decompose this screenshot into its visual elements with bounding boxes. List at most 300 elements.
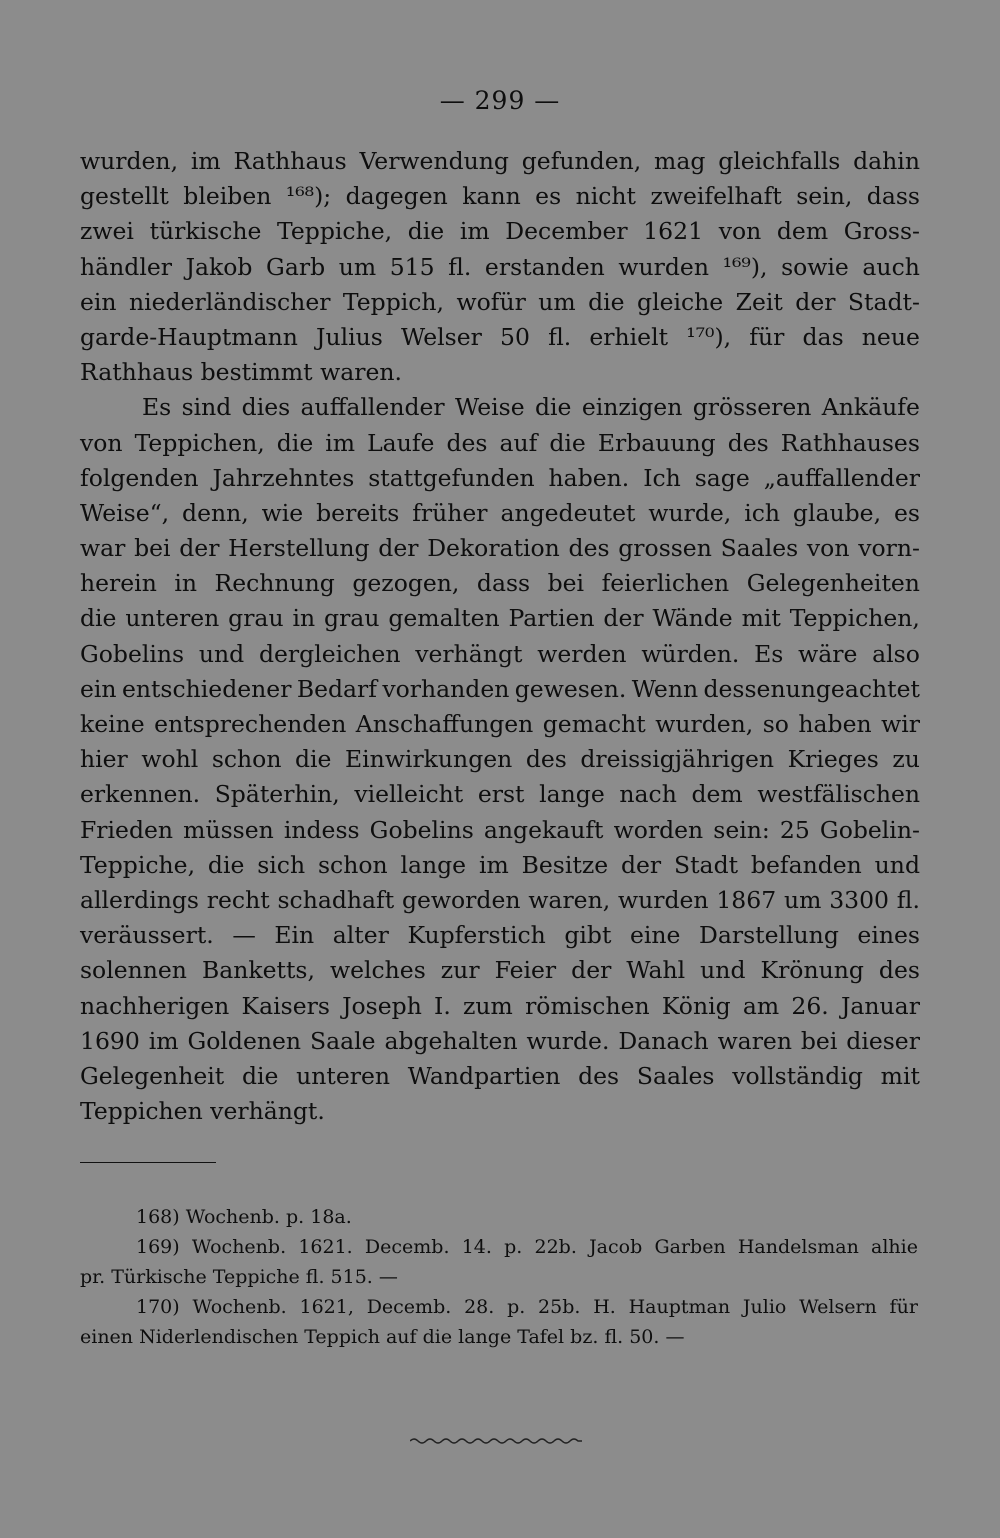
word: Frieden [80, 815, 174, 844]
word: Ich [643, 463, 681, 492]
word: zu [892, 745, 920, 774]
word: also [872, 639, 920, 668]
word: Weise [455, 393, 525, 422]
word: niederländischer [129, 287, 331, 316]
word: schon [317, 850, 388, 879]
word: würden. [641, 639, 740, 668]
word: Einwirkungen [345, 745, 513, 774]
word: Partien [508, 604, 595, 633]
word: römischen [525, 991, 650, 1020]
word: Gelegenheit [80, 1061, 225, 1090]
word: 50 [500, 322, 530, 351]
word: angedeutet [500, 498, 636, 527]
word: der [571, 956, 612, 985]
footnote-word: Teppich [304, 1326, 386, 1348]
footnote-word: — [665, 1326, 685, 1348]
footnote-word: Garben [654, 1236, 726, 1258]
word: es [535, 182, 562, 211]
word: gleichfalls [718, 147, 841, 175]
footnote-word: auf [385, 1326, 423, 1348]
word: Saales [636, 1061, 715, 1090]
word: im [459, 217, 490, 246]
word: glaube, [792, 498, 882, 527]
word: der [179, 534, 220, 563]
text-line [80, 355, 920, 390]
word: ¹⁶⁸); [285, 182, 332, 211]
word: die [241, 1061, 279, 1090]
word: Wandpartien [407, 1061, 561, 1090]
word: welches [329, 956, 426, 985]
word: bei [134, 534, 171, 563]
word: fl. [448, 252, 472, 281]
word: verhängt. [210, 1097, 325, 1126]
word: Krönung [760, 956, 864, 985]
footnote-line [80, 1322, 918, 1352]
word: erhielt [589, 322, 669, 351]
word: auch [862, 252, 920, 281]
word: garde-Hauptmann [80, 322, 298, 351]
word: dahin [853, 147, 920, 175]
footnote-word: Welsern [799, 1296, 877, 1318]
word: im [325, 428, 356, 457]
word: Es [142, 393, 172, 422]
word: Verwendung [359, 147, 509, 175]
word: Jakob [185, 252, 253, 281]
word: Besitze [521, 850, 609, 879]
footnote-word: die [422, 1326, 459, 1348]
footnote-line [80, 1232, 918, 1262]
word: gemacht [542, 710, 646, 738]
word: Anschaffungen [355, 710, 534, 738]
word: gemalten [388, 604, 500, 633]
text-line [80, 214, 920, 249]
word: schon [211, 745, 282, 774]
word: fl. [548, 322, 572, 351]
text-line [80, 179, 920, 214]
word: Banketts, [201, 956, 315, 985]
word: in [174, 569, 197, 598]
word: des [446, 428, 488, 457]
word: um [783, 885, 822, 914]
text-line [80, 1094, 920, 1129]
word: Teppichen, [789, 604, 920, 633]
word: stattgefunden [368, 463, 535, 492]
word: grösseren [692, 393, 812, 422]
footnote-word: Handelsman [737, 1236, 859, 1258]
word: des [878, 956, 920, 985]
word: Goldenen [187, 1026, 302, 1055]
word: wurden, [80, 147, 179, 175]
footnote-word: 515. [330, 1266, 379, 1288]
footnote-word: für [889, 1296, 918, 1318]
word: sein, [796, 182, 853, 211]
word: bleiben [183, 182, 272, 211]
word: die [80, 604, 117, 633]
word: des [525, 745, 567, 774]
word: geworden [401, 885, 521, 914]
text-line [80, 531, 920, 566]
word: Garb [266, 252, 326, 281]
word: kann [462, 182, 521, 211]
word: dies [241, 393, 291, 422]
word: der [603, 604, 644, 633]
word: Wahl [626, 956, 686, 985]
word: gleiche [637, 287, 724, 316]
word: Laufe [367, 428, 435, 457]
word: 515 [389, 252, 435, 281]
word: Zeit [735, 287, 783, 316]
word: Dekoration [427, 534, 560, 563]
text-line [80, 601, 920, 636]
word: Späterhin, [214, 780, 340, 809]
word: Es [754, 639, 784, 668]
word: dreissigjährigen [580, 745, 775, 774]
word: Kaisers [241, 991, 330, 1020]
word: um [338, 252, 377, 281]
footnote-word: Jacob [589, 1236, 643, 1258]
word: wurde. [526, 1026, 610, 1055]
word: bei [800, 1026, 838, 1055]
word: Teppichen [80, 1097, 211, 1126]
footnote-line [80, 1262, 918, 1292]
word: worden [613, 815, 704, 844]
word: Herstellung [228, 534, 370, 563]
footnote-word: 22b. [534, 1236, 577, 1258]
word: es [893, 498, 920, 527]
text-line [80, 672, 920, 707]
word: auffallender [300, 393, 445, 422]
word: fl. [896, 885, 920, 914]
word: werden [537, 639, 627, 668]
text-line [80, 144, 920, 179]
footnote-word: Wochenb. [191, 1236, 287, 1258]
word: Rathhaus [80, 358, 201, 387]
footnote-word: 170) [136, 1296, 180, 1318]
word: müssen [183, 815, 274, 844]
footnote-word: Niderlendischen [139, 1326, 305, 1348]
word: sind [181, 393, 232, 422]
word: das [802, 322, 844, 351]
text-line [80, 320, 920, 355]
word: war [80, 534, 126, 563]
text-line [80, 742, 920, 777]
word: für [749, 322, 785, 351]
word: Feier [494, 956, 557, 985]
word: im [478, 850, 509, 879]
footnote-word: 168) [136, 1206, 186, 1228]
word: Welser [400, 322, 482, 351]
word: die [295, 745, 332, 774]
footnote-word: H. [593, 1296, 616, 1318]
word: Teppichen, [134, 428, 265, 457]
word: wäre [798, 639, 858, 668]
word: von [806, 534, 850, 563]
footnote-word: alhie [871, 1236, 918, 1258]
footnote-word: p. [507, 1296, 526, 1318]
word: wurden, [655, 710, 754, 738]
word: und [198, 639, 245, 668]
text-line [80, 637, 920, 672]
footnote-word: 18a. [310, 1206, 352, 1228]
word: gibt [564, 921, 612, 950]
word: 3300 [829, 885, 889, 914]
word: grau [228, 604, 284, 633]
word: gestellt [80, 182, 169, 211]
text-line [80, 953, 920, 988]
word: Gross- [843, 217, 920, 246]
word: abgehalten [384, 1026, 518, 1055]
word: erkennen. [80, 780, 201, 809]
word: wofür [456, 287, 526, 316]
word: der [795, 287, 836, 316]
word: nach [619, 780, 677, 809]
text-line [80, 1024, 920, 1059]
word: allerdings [80, 885, 199, 914]
word: schadhaft [277, 885, 395, 914]
word: grossen [618, 534, 712, 563]
word: wir [881, 710, 920, 738]
text-line [80, 250, 920, 285]
word: auf [499, 428, 538, 457]
word: wohl [141, 745, 199, 774]
word: 1867 [716, 885, 777, 914]
word: gefunden, [521, 147, 642, 175]
word: 25 [779, 815, 810, 844]
word: hier [80, 745, 128, 774]
word: die [407, 217, 445, 246]
footnote-word: lange [458, 1326, 518, 1348]
footnote-word: p. [504, 1236, 523, 1258]
word: neue [861, 322, 920, 351]
text-line [80, 285, 920, 320]
word: indess [283, 815, 360, 844]
word: „auffallender [763, 463, 920, 492]
footnote-word: fl. [305, 1266, 331, 1288]
word: wurden [618, 252, 709, 281]
word: gewesen. [514, 674, 627, 703]
word: wie [261, 498, 304, 527]
word: December [505, 217, 628, 246]
word: vollständig [732, 1061, 863, 1090]
footnote-word: Teppiche [212, 1266, 306, 1288]
text-line [80, 883, 920, 918]
text-line [80, 707, 920, 742]
footnote-word: 14. [461, 1236, 492, 1258]
text-line [80, 426, 920, 461]
text-line [80, 777, 920, 812]
text-line [80, 918, 920, 953]
word: entschiedener [121, 674, 292, 703]
footnote-word: Hauptman [628, 1296, 731, 1318]
word: zur [440, 956, 480, 985]
word: eines [857, 921, 920, 950]
word: dass [476, 569, 531, 598]
word: recht [206, 885, 270, 914]
word: — [232, 921, 256, 950]
word: Weise“, [80, 498, 170, 527]
word: ¹⁷⁰), [686, 322, 732, 351]
word: mit [741, 604, 781, 633]
word: Julius [316, 322, 383, 351]
word: vorhanden [382, 674, 510, 703]
word: unteren [296, 1061, 391, 1090]
word: erst [477, 780, 525, 809]
body-text [80, 144, 920, 1129]
word: in [292, 604, 316, 633]
word: verhängt [415, 639, 523, 668]
word: dieser [846, 1026, 920, 1055]
word: Erbauung [597, 428, 716, 457]
word: Teppiche, [80, 850, 196, 879]
word: keine [80, 710, 145, 738]
word: und [700, 956, 746, 985]
footnote-word: Wochenb. [192, 1296, 287, 1318]
word: vorn- [858, 534, 920, 563]
word: dergleichen [258, 639, 401, 668]
word: händler [80, 252, 172, 281]
word: Wenn [631, 674, 699, 703]
word: und [874, 850, 920, 879]
word: zwei [80, 217, 134, 246]
footnote-word: 169) [136, 1236, 180, 1258]
text-line [80, 461, 920, 496]
footnote-word: 1621, [299, 1296, 354, 1318]
word: Jahrzehntes [212, 463, 355, 492]
word: dem [691, 780, 743, 809]
page-number: — 299 — [439, 86, 561, 115]
word: Saale [309, 1026, 376, 1055]
word: der [620, 850, 662, 879]
footnotes [80, 1202, 918, 1352]
word: Teppiche, [277, 217, 393, 246]
word: befanden [750, 850, 862, 879]
word: Saales [720, 534, 799, 563]
word: Kupferstich [407, 921, 546, 950]
word: bereits [316, 498, 400, 527]
word: mag [654, 147, 706, 175]
word: 1621 [643, 217, 704, 246]
word: feierlichen [601, 569, 730, 598]
word: König [661, 991, 731, 1020]
word: waren, [528, 885, 611, 914]
word: Darstellung [699, 921, 839, 950]
text-line [80, 813, 920, 848]
text-line [80, 989, 920, 1024]
text-line [80, 848, 920, 883]
footnote-word: 28. [464, 1296, 495, 1318]
word: sage [694, 463, 750, 492]
word: 1690 [80, 1026, 140, 1055]
word: zweifelhaft [650, 182, 782, 211]
footnote-word: fl. [604, 1326, 630, 1348]
word: die [588, 287, 625, 316]
word: erstanden [484, 252, 605, 281]
footnote-divider [80, 1162, 216, 1163]
word: Ein [274, 921, 315, 950]
word: der [378, 534, 419, 563]
word: veräussert. [80, 921, 214, 950]
word: wurden [617, 885, 709, 914]
word: wurde, [648, 498, 732, 527]
word: Stadt [674, 850, 739, 879]
footnote-line [80, 1202, 918, 1232]
footnote-word: Decemb. [366, 1296, 452, 1318]
word: herein [80, 569, 157, 598]
word: alter [332, 921, 389, 950]
word: Rathhaus [233, 147, 347, 175]
footnote-word: pr. [80, 1266, 112, 1288]
footnote-word: 1621. [298, 1236, 353, 1258]
footnote-word: 25b. [538, 1296, 581, 1318]
word: des [578, 1061, 620, 1090]
word: am [742, 991, 780, 1020]
word: von [718, 217, 762, 246]
word: dessenungeachtet [703, 674, 920, 703]
word: Joseph [342, 991, 422, 1020]
word: 26. [791, 991, 829, 1020]
word: zum [463, 991, 513, 1020]
word: ich [744, 498, 780, 527]
word: ¹⁶⁹), [722, 252, 768, 281]
word: im [148, 1026, 179, 1055]
word: lange [400, 850, 467, 879]
word: dass [866, 182, 920, 211]
word: grau [324, 604, 380, 633]
text-line [80, 1059, 920, 1094]
word: Rathhauses [780, 428, 920, 457]
footnote-line [80, 1292, 918, 1322]
word: früher [412, 498, 488, 527]
word: Danach [618, 1026, 709, 1055]
footnote-word: 50. [629, 1326, 666, 1348]
word: sein: [713, 815, 770, 844]
word: westfälischen [757, 780, 920, 809]
footnote-word: Julio [742, 1296, 787, 1318]
word: waren. [320, 358, 402, 387]
word: nachherigen [80, 991, 230, 1020]
word: Januar [840, 991, 920, 1020]
text-line [80, 566, 920, 601]
word: die [549, 428, 586, 457]
word: so [762, 710, 789, 738]
word: ein [80, 287, 117, 316]
word: lange [539, 780, 605, 809]
word: bestimmt [200, 358, 321, 387]
word: eine [629, 921, 681, 950]
word: ein [80, 674, 117, 703]
word: bei [547, 569, 585, 598]
word: Gelegenheiten [746, 569, 920, 598]
word: die [535, 393, 572, 422]
word: Gobelin- [819, 815, 920, 844]
word: Wände [652, 604, 733, 633]
footnote-word: — [378, 1266, 398, 1288]
word: Stadt- [847, 287, 920, 316]
word: sowie [781, 252, 849, 281]
footnote-word: Decemb. [364, 1236, 450, 1258]
word: nicht [575, 182, 636, 211]
word: Ankäufe [821, 393, 920, 422]
word: solennen [80, 956, 187, 985]
word: Rechnung [214, 569, 335, 598]
word: gezogen, [352, 569, 460, 598]
word: dem [776, 217, 829, 246]
word: angekauft [483, 815, 604, 844]
word: haben [798, 710, 872, 738]
word: des [727, 428, 769, 457]
end-ornament [410, 1436, 582, 1446]
word: sich [257, 850, 306, 879]
